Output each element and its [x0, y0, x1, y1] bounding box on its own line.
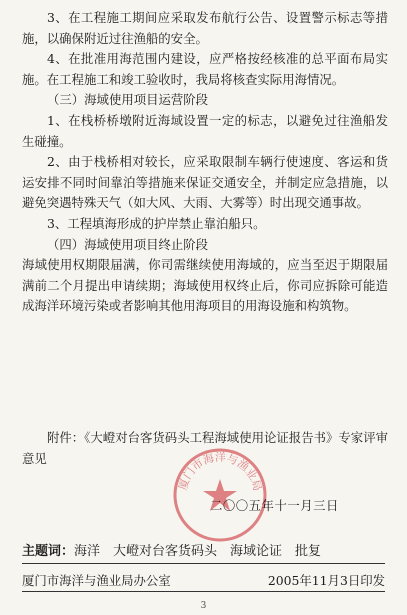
document-body [22, 8, 388, 317]
issue-date: 2005年11月3日印发 [267, 573, 385, 588]
paragraph-operation-3: 3、工程填海形成的护岸禁止靠泊船只。 [47, 215, 266, 231]
issuing-office: 厦门市海洋与渔业局办公室 [22, 573, 171, 588]
section-heading-termination: （四）海域使用项目终止阶段 [47, 236, 209, 252]
official-seal-icon [170, 445, 270, 545]
paragraph-measure-3: 3、在工程施工期间应采取发布航行公告、设置警示标志等措施，以确保附近过往渔船的安全。 [22, 10, 388, 46]
section-heading-operation: （三）海域使用项目运营阶段 [47, 92, 209, 108]
paragraph-operation-1: 1、在栈桥桥墩附近海域设置一定的标志，以避免过往渔船发生碰撞。 [22, 112, 388, 149]
paragraph-measure-4: 4、在批准用海范围内建设，应严格按经核准的总平面布局实施。在工程施工和竣工验收时，我局将核查实际用海情况。 [22, 51, 388, 87]
signing-date: 二〇〇五年十一月三日 [210, 498, 339, 513]
divider-bottom [22, 591, 385, 592]
issue-footer [22, 571, 385, 589]
topic-keywords: 海洋 大嶝对台客货码头 海域论证 批复 [74, 544, 322, 559]
paragraph-termination: 海域使用权期限届满，你司需继续使用海域的，应当至迟于期限届满前二个月提出申请续期；海域使用权终止后，你司应拆除可能造成海洋环境污染或者影响其他用海项目的用海设施和构筑物。 [22, 257, 388, 314]
attachment-note: 附件：《大嶝对台客货码头工程海域使用论证报告书》专家评审意见 [22, 430, 388, 466]
page-number: 3 [200, 601, 207, 611]
topic-label: 主题词： [22, 544, 75, 559]
paragraph-operation-2: 2、由于栈桥相对较长，应采取限制车辆行使速度、客运和货运安排不同时间靠泊等措施来保证交通安全，并制定应急措施，以避免突遇特殊天气（如大风、大雨、大雾等）时出现交通事故。 [22, 154, 388, 211]
divider-top [22, 563, 385, 564]
seal-text: 厦门市海洋与渔业局 [176, 450, 264, 493]
topic-words [22, 540, 321, 559]
